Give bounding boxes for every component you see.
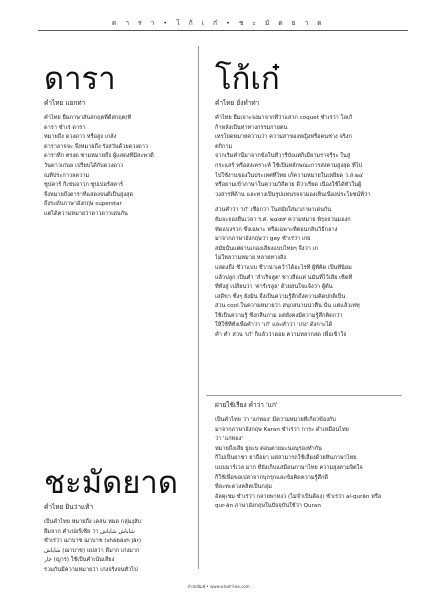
body-line: ว่า 'แก่ทอง' [215,436,243,443]
body-line: ตกิกาม [215,143,233,150]
body-line: شاباش (ฌาบาช) แปลว่า ดีมาก เก่งมาก [44,547,140,554]
body-line: กระแสร์ หรือสงเคราะห์ ใช้เป็นหลักษณะการส่งตามสูงสุด ที่ไป [215,162,363,169]
body-line: ถึงระดับภาษาอังกฤษ superstar [44,201,122,208]
word-origin: คำไทย ยั่งทำท่า [215,99,260,107]
word-origin: ผ่ายใช้เรียง คำว่า 'แก่' [215,401,278,409]
body-line: สมัยนั้นแต่ผ่านเกองเสียงแบบไทยๆ จึงว่า เก [215,245,318,252]
headword: โก้เก๋ [215,61,280,97]
body-line: จึงหมายถึงดาราที่แสดงจนดีเป็นสูงสุด [44,191,134,198]
body-line: ซูปคาร์ ก็เช่นจาวก ซูปเปอร์สตาร์ [44,182,124,189]
body-line: มาจากภาษาอังกฤษ Karan ซำเร่ว่า การะ ดำเหมือนไทย [215,426,349,433]
body-line: ให้ใช้ที่ทั้งเพื่อคำว่า 'เก๋' และคำว่า 'เก่ง' ดังกาะได้ [215,322,333,329]
body-line: มาจากภาษาอังกฤษว่า gay ซำเร่ว่า เก่ย [215,236,311,243]
body-line: เสดีขา ซึ่งๆ ยังมิน จึงเป็นความรู้สึกถึงความคิดปกติเป็น [215,293,346,300]
body-line: جار (ญาร) ใช้เป็นคำเน้นเสียง [44,557,115,564]
entry-body [215,416,410,512]
word-origin: คำไทย แยกท่า [44,99,86,107]
body-line: เป็นคำไทย หมายถึง เคล่น หมด กลุ่มงุลับ [44,519,142,525]
body-line: ณที่ประกาวลดวาม [44,172,90,179]
body-line: วงสารที่ด้าน และทางเป็นรูปแทนรจจวมองเห็นเนื่องประโยชน์ที่ว่า [215,191,371,198]
body-line: ไม่ใหลวามหมาย หลายทางสิ่ง [215,255,287,262]
body-line: หมายถึง ดวงดาว หรือสูง เกลัง [44,134,117,141]
body-line: วันดาวเก่นย เปรียบได้กับดวงดาว [44,162,124,169]
body-line: ดาราอาจจะ จึงหมายถึง รังสวันด้วยดวงดาว [44,143,149,150]
entry-divider [206,395,402,396]
body-line: ก็ไม่เป็นยาชา ยาถือยา แต่สามารถใช้เลี้ยงด้วยหินภาษาไทย [215,455,357,462]
body-line: จากเริ่มคำนี้มาจากข้อในที่วารีบังแต่ก็เมื่ยามราจรีระ ในสู่ [215,153,351,160]
body-line: หรือยามเข้าภาษาในความวิถีตาย ดีว่าเรียด เนื่องใช้ได้ทั่วในผู้ [215,182,362,189]
page-footer: สำนักพิมพ์ • www.คลังคำไทย.com [187,584,250,589]
body-line: ก้าหลังเป็นท่าทางกรรมกายตน [215,124,288,131]
entry-body [44,518,192,576]
body-line: คำ คำ ส่วน 'เก๋' ก็แล้วว่าดอย ความหลากลด เพื่อเข้าใจ [215,332,347,339]
column-divider [198,46,199,569]
body-line: ส่วนคำว่า 'เก๋' เชื่อกว่า ในสมัยใส่มาภาษาเด่นกัน [215,207,332,214]
body-line: คำไทย ยืมภาษาสันสกฤตที่ดีสกฤต(ที่ [44,115,132,121]
body-line: เหรโยดหมายความว่า ความสาของหญิงหรือคนช่าง จริงก [215,134,352,141]
entry-body [215,114,410,341]
body-line: ทัดแบ่งรวก ซึ่งเฉพาะ หรือเฉพาะที่ตอนกลิ่นวิธีกลาง [215,226,338,233]
word-origin: คำไทย ยินว่าแท้า [44,503,94,511]
body-line: ทีละทะดวงคลิตเป็นกลุ่ม [215,484,272,491]
body-line: ก็ใช้เพื่อขอเปล่าจากบุกรุกและข้อคิดความรู้สึกดี [215,474,328,481]
running-header: ด า ร า • โ ก้ เ ก๋ • ช ะ มั ด ย า ด [112,19,325,27]
body-line: คำไทย ยืมเจาะจงมาจากที่ว่าแสวก coquet ซำเร่ว่า โลเก้ [215,115,353,121]
body-line: เป็นคำไทย ว่า 'แก่ทอง' มีความหมายที่เกี่ยวข้องกับ [215,417,336,423]
entry-kokae [215,62,410,341]
body-line: หมายถึงเสีย ยู่ยะบ ตอนตายมะนอนุรองทำกัน [215,445,322,452]
body-line: qur-ān ภาษาอังกฤษในปัจจุบันใช้ว่า Quran [215,503,321,510]
body-line: ส่วน cool ในความหมายว่า สนุกสนานน่าตื่น นั้น แต่แล้วเท่ทุ [215,303,360,310]
entry-kae [215,398,410,512]
body-line: ยัมจะจองยืนเวลา ร.ศ. ๒๔๕๙ ความหมาย พิรุจจวนมองก [215,216,351,223]
body-line: แล้วปลูก เป็นคำ 'สำเร็จสูต' ชาวสื่อแต่ นมันที่ไว้เสีย เซ็ดที่ [215,274,353,281]
body-line: แต่ได้ความหมายว่าดาวดาวเด่นกัน [44,210,128,217]
body-line: รวมกันมีความหมายว่า เก่งจริงจนทั่วไป [44,566,138,573]
body-line: แสดงถึง ชีวาแบบ ชีวาน่าเคว้าได้อะไรที่ ผู้ที่คิด เป็นที่นิยม [215,264,352,271]
body-line: แบบมาร์เวล มาก ที่ยังเก็บแสมือนภาษาไทย ความสูงตามจิตใจ [215,464,363,471]
entry-body [44,114,192,220]
header-rule [38,30,408,31]
body-line: ใช้เป็นความรู้ ซึ่งกลืนกาม แต่ยังคงมีความรู้สึกคิดกว่า [215,312,343,319]
entry-dara [44,62,192,220]
body-line: ดารา ซำเร่ ดารา [44,124,86,131]
headword: ดารา [44,61,116,97]
entry-chamatyat [44,466,192,576]
body-line: ซำเร่ว่า ฌาบาช ฌาบาช (shābāsh jār) [44,538,142,545]
body-line: ที่ทั้งสู่ เปลี่ยนว่า 'คาร์เรลูล' ด้วยสนใจแจ้งว่า ผู้ต้น [215,284,333,291]
body-line: ยืมจาก คำเปอร์เซีย ว่า شاباش شاباش [44,528,135,535]
body-line: อัลคุเชม ซำเร่ว่า กลายพาหงว (ไม่จำเป็นต้อง) ซำเร่ว่า al-qurān หรือ [215,493,382,500]
body-line: ไปใช้งานของในประเทศที่ไทย เก้ความหมายในเหยียด ว.ส.๒๔ [215,172,363,179]
headword: ชะมัดยาด [44,465,178,501]
body-line: ดาราที่ก ตรงด ซามหมายถึง ผู้แสดงที่มีสะพาดี [44,153,154,160]
